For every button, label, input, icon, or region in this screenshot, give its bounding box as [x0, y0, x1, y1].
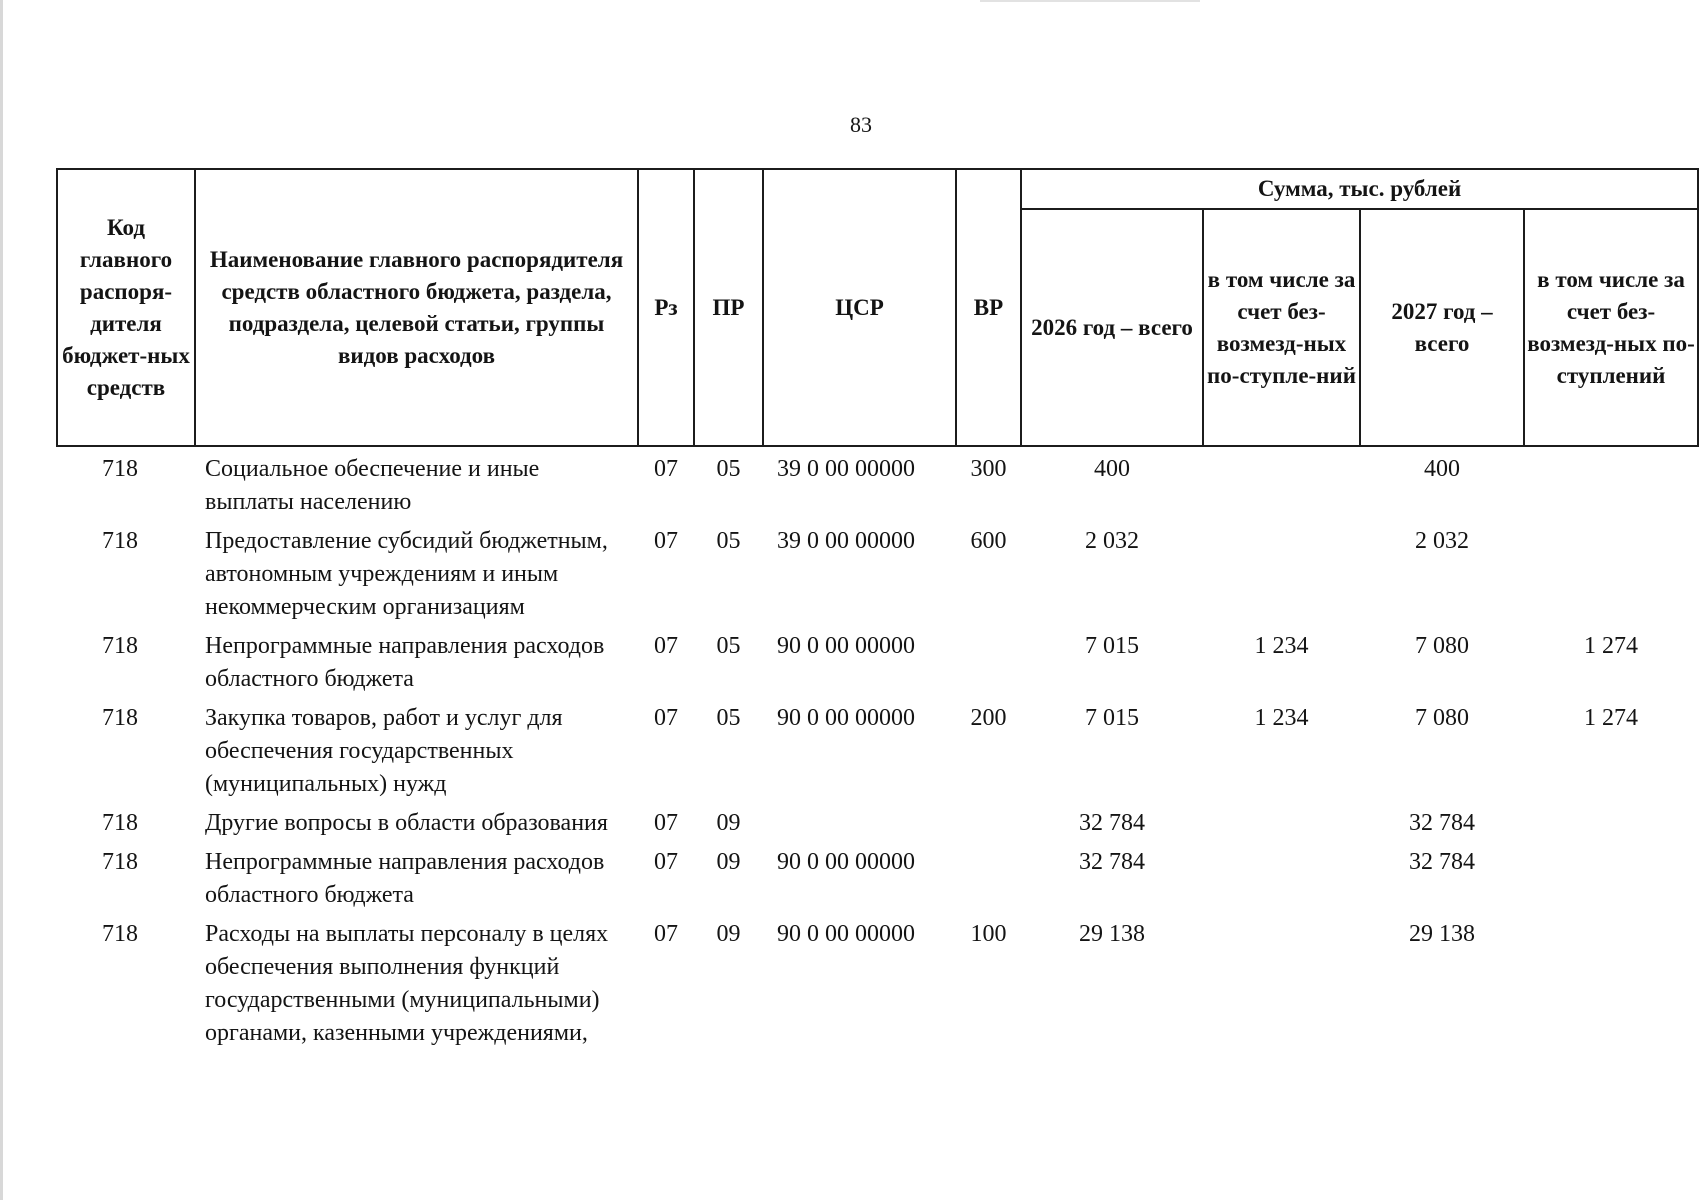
cell-2026-free: [1203, 519, 1360, 624]
cell-rz: 07: [654, 849, 678, 875]
cell-name: Закупка товаров, работ и услуг для обеспечения государственных (муниципальных) нужд: [205, 705, 563, 797]
cell-pr: 05: [716, 456, 741, 482]
table-row: [57, 840, 1698, 912]
cell-2027-total: 400: [1424, 456, 1460, 482]
cell-2027-total: 29 138: [1409, 921, 1475, 947]
cell-2027-free: [1524, 519, 1698, 624]
cell-2026-free: [1203, 801, 1360, 840]
cell-2027-free: [1524, 912, 1698, 1050]
cell-rz: 07: [654, 456, 678, 482]
cell-rz: 07: [654, 810, 678, 836]
cell-2026-total: 7 015: [1085, 705, 1139, 731]
cell-csr: 39 0 00 00000: [777, 528, 915, 554]
header-2027-total: 2027 год – всего: [1360, 209, 1524, 446]
cell-vr: [956, 624, 1021, 696]
table-row: [57, 446, 1698, 519]
header-code: Код главного распоря-дителя бюджет-ных средств: [57, 169, 195, 446]
cell-name: Расходы на выплаты персоналу в целях обеспечения выполнения функций государственными (муниципальными) органами, казенными учреждениями,: [205, 921, 609, 1046]
cell-csr: [763, 801, 956, 840]
cell-csr: 90 0 00 00000: [777, 633, 915, 659]
cell-rz: 07: [654, 633, 678, 659]
cell-2026-total: 400: [1094, 456, 1130, 482]
table-row: [57, 801, 1698, 840]
cell-code: 718: [102, 810, 138, 836]
cell-2027-free: [1524, 446, 1698, 519]
header-vr: ВР: [956, 169, 1021, 446]
cell-2027-total: 2 032: [1415, 528, 1469, 554]
cell-2026-total: 7 015: [1085, 633, 1139, 659]
cell-2026-free: [1203, 840, 1360, 912]
scan-artifact: [980, 0, 1200, 2]
cell-name: Социальное обеспечение и иные выплаты населению: [205, 456, 540, 515]
cell-2026-total: 29 138: [1079, 921, 1145, 947]
cell-csr: 90 0 00 00000: [777, 705, 915, 731]
cell-name: Непрограммные направления расходов областного бюджета: [205, 633, 605, 692]
cell-2027-free: [1524, 801, 1698, 840]
table-row: [57, 624, 1698, 696]
cell-2027-total: 7 080: [1415, 633, 1469, 659]
cell-2027-free: 1 274: [1584, 705, 1639, 731]
cell-2026-total: 32 784: [1079, 810, 1145, 836]
cell-rz: 07: [654, 705, 678, 731]
cell-pr: 09: [716, 810, 741, 836]
header-name: Наименование главного распорядителя средств областного бюджета, раздела, подраздела, целевой статьи, группы видов расходов: [195, 169, 638, 446]
cell-vr: 200: [970, 705, 1007, 731]
cell-csr: 39 0 00 00000: [777, 456, 915, 482]
cell-2026-total: 32 784: [1079, 849, 1145, 875]
cell-2027-total: 32 784: [1409, 849, 1475, 875]
cell-pr: 09: [716, 921, 741, 947]
header-pr: ПР: [694, 169, 763, 446]
cell-code: 718: [102, 633, 138, 659]
cell-rz: 07: [654, 921, 678, 947]
scan-edge: [0, 0, 3, 1200]
cell-2026-free: 1 234: [1254, 705, 1309, 731]
cell-2027-free: [1524, 840, 1698, 912]
cell-name: Непрограммные направления расходов областного бюджета: [205, 849, 605, 908]
table-body: [57, 446, 1698, 1050]
header-2027-free: в том числе за счет без-возмезд-ных по-ступлений: [1524, 209, 1698, 446]
table-row: [57, 696, 1698, 801]
cell-code: 718: [102, 456, 138, 482]
cell-vr: [956, 801, 1021, 840]
header-csr: ЦСР: [763, 169, 956, 446]
header-2026-free: в том числе за счет без-возмезд-ных по-ступле-ний: [1203, 209, 1360, 446]
cell-code: 718: [102, 921, 138, 947]
cell-2026-total: 2 032: [1085, 528, 1139, 554]
budget-table: [56, 168, 1699, 1050]
cell-pr: 05: [716, 528, 741, 554]
cell-vr: 100: [970, 921, 1007, 947]
cell-code: 718: [102, 705, 138, 731]
cell-vr: [956, 840, 1021, 912]
table-row: [57, 912, 1698, 1050]
cell-rz: 07: [654, 528, 678, 554]
cell-pr: 05: [716, 633, 741, 659]
table-header: [57, 169, 1698, 446]
cell-vr: 300: [970, 456, 1007, 482]
cell-pr: 09: [716, 849, 741, 875]
cell-2026-free: [1203, 446, 1360, 519]
cell-pr: 05: [716, 705, 741, 731]
cell-name: Предоставление субсидий бюджетным, автономным учреждениям и иным некоммерческим организациям: [205, 528, 608, 620]
cell-2027-total: 32 784: [1409, 810, 1475, 836]
cell-2026-free: [1203, 912, 1360, 1050]
page-number: 83: [850, 112, 872, 137]
cell-2027-free: 1 274: [1584, 633, 1639, 659]
cell-2027-total: 7 080: [1415, 705, 1469, 731]
cell-vr: 600: [970, 528, 1007, 554]
table-row: [57, 519, 1698, 624]
cell-2026-free: 1 234: [1254, 633, 1309, 659]
cell-csr: 90 0 00 00000: [777, 849, 915, 875]
header-2026-total: 2026 год – всего: [1021, 209, 1203, 446]
header-sum-group: Сумма, тыс. рублей: [1021, 169, 1698, 209]
cell-code: 718: [102, 849, 138, 875]
cell-code: 718: [102, 528, 138, 554]
cell-csr: 90 0 00 00000: [777, 921, 915, 947]
cell-name: Другие вопросы в области образования: [205, 810, 608, 836]
header-rz: Рз: [638, 169, 694, 446]
